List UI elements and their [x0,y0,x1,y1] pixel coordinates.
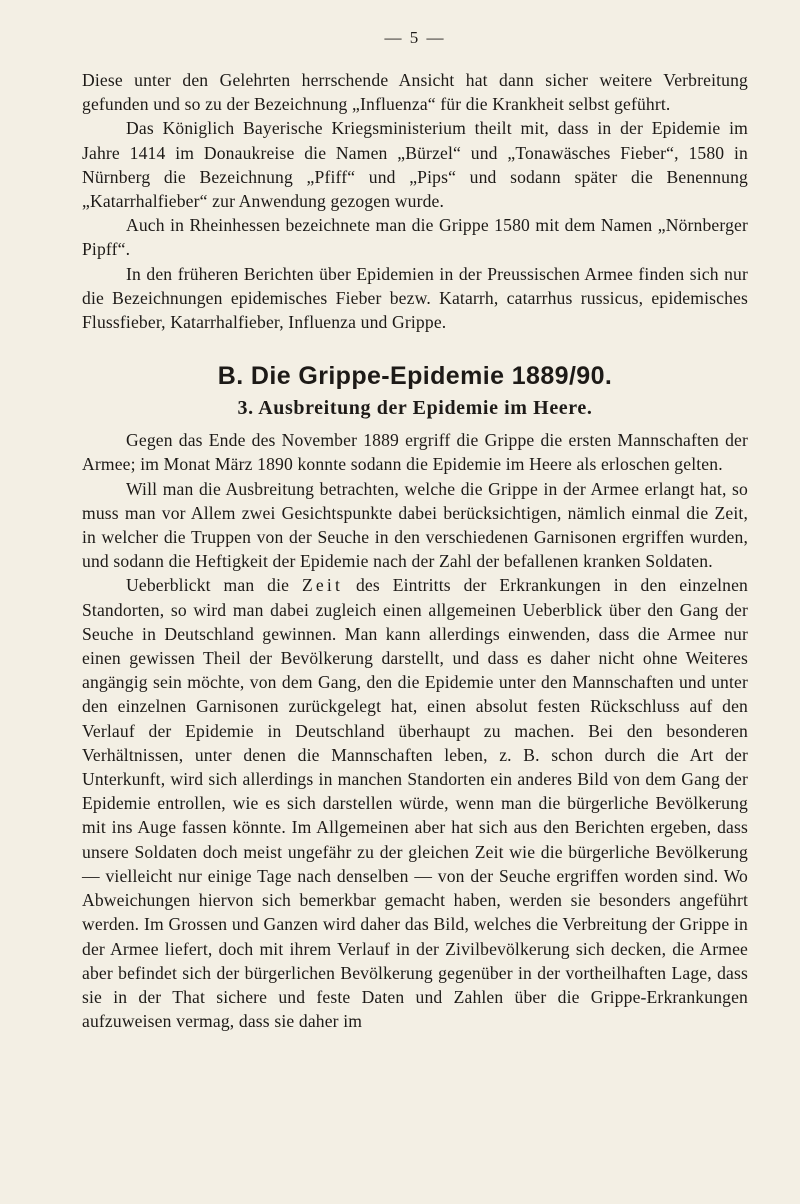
section-heading: B. Die Grippe-Epidemie 1889/90. [217,362,613,391]
paragraph: Gegen das Ende des November 1889 ergriff die Grippe die ersten Mannschaften der Armee; im Monat März 1890 konnte sodann die Epidemie im Heere als erloschen gelten. [82,430,748,475]
paragraph: Das Königlich Bayerische Kriegsministerium theilt mit, dass in der Epidemie im Jahre 1414 im Donaukreise die Namen „Bürzel“ und „Tonawäsches Fieber“, 1580 in Nürnberg die Bezeichnung „Pfiff“ und „Pips“ und sodann später die Benennung „Katarrhalfieber“ zur Anwendung gezogen wurde. [82,118,748,212]
emphasized-word: Zeit [301,575,344,596]
paragraph: In den früheren Berichten über Epidemien in der Preussischen Armee finden sich nur die Bezeichnungen epidemisches Fieber bezw. Katarrh, catarrhus russicus, epidemisches Flussfieber, Katarrhalfieber, Influenza und Grippe. [82,263,748,333]
page-number: — 5 — [384,28,446,47]
paragraph [82,573,748,1033]
subsection-heading: 3. Ausbreitung der Epidemie im Heere. [237,397,593,420]
paragraph-text: des Eintritts der Erkrankungen in den einzelnen Standorten, so wird man dabei zugleich einen allgemeinen Ueberblick über den Gang der Seuche in Deutschland gewinnen. Man kann allerdings einwenden, dass die Armee nur einen gewissen Theil der Bevölkerung darstellt, und dass es daher nicht ohne Weiteres angängig sein möchte, von dem Gang, den die Epidemie unter den Mannschaften und unter den einzelnen Garnisonen zurückgelegt hat, einen absolut festen Rückschluss auf den Verlauf der Epidemie in Deutschland überhaupt zu machen. Bei den besonderen Verhältnissen, unter denen die Mannschaften leben, z. B. schon durch die Art der Unterkunft, wird sich allerdings in manchen Standorten ein anderes Bild von dem Gang der Epidemie entrollen, wie es sich darstellen würde, wenn man die bürgerliche Bevölkerung mit ins Auge fassen könnte. Im Allgemeinen aber hat sich aus den Berichten ergeben, dass unsere Soldaten doch meist ungefähr zu der gleichen Zeit wie die bürgerliche Bevölkerung — vielleicht nur einige Tage nach denselben — von der Seuche ergriffen worden sind. Wo Abweichungen hiervon sich bemerkbar gemacht haben, werden sie besonders angeführt werden. Im Grossen und Ganzen wird daher das Bild, welches die Verbreitung der Grippe in der Armee liefert, doch mit ihrem Verlauf in der Zivilbevölkerung sich decken, die Armee aber befindet sich der bürgerlichen Bevölkerung gegenüber in der vortheilhaften Lage, dass sie in der That sichere und feste Daten und Zahlen über die Grippe-Erkrankungen aufzuweisen vermag, dass sie daher im [82,575,748,1032]
paragraph: Auch in Rheinhessen bezeichnete man die Grippe 1580 mit dem Namen „Nörnberger Pipff“. [82,215,748,260]
paragraph-text: Ueberblickt man die [126,575,302,596]
paragraph: Diese unter den Gelehrten herrschende Ansicht hat dann sicher weitere Verbreitung gefunden und so zu der Bezeichnung „Influenza“ für die Krankheit selbst geführt. [82,70,748,115]
paragraph: Will man die Ausbreitung betrachten, welche die Grippe in der Armee erlangt hat, so muss man vor Allem zwei Gesichtspunkte dabei berücksichtigen, nämlich einmal die Zeit, in welcher die Truppen von der Seuche in den verschiedenen Garnisonen ergriffen wurden, und sodann die Heftigkeit der Epidemie nach der Zahl der befallenen kranken Soldaten. [82,478,748,572]
